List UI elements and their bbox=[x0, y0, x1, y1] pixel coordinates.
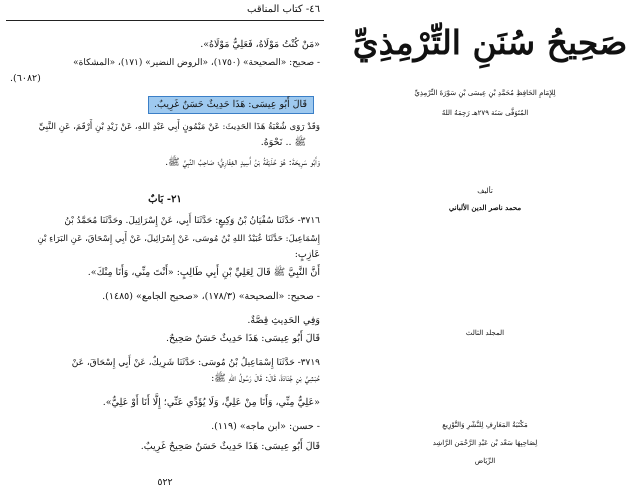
takhrij-line: - صحيح: «الصحيحة» (١٧٨/٣)، «صحيح الجامع» (١٤٨٥). bbox=[102, 291, 320, 302]
isnad-line: ٣٧١٩- حَدَّثَنَا إِسْمَاعِيلُ بْنُ مُوسَى: حَدَّثَنَا شَرِيكٌ، عَنْ أَبِي إِسْحَاقَ، عَنْ bbox=[71, 358, 320, 368]
isnad-line: عَازِبٍ: bbox=[294, 249, 320, 260]
text-line: وَأَبُو سَرِيحَةَ: هُوَ حُذَيْفَةُ بْنُ أَسِيدٍ الغِفَارِيُّ؛ صَاحِبُ النَّبِيِّ ﷺ. bbox=[165, 157, 320, 168]
header-page-ref: ٤٦- كتاب المناقب bbox=[247, 4, 320, 15]
text-line: وَفِي الحَدِيثِ قِصَّةٌ. bbox=[247, 315, 320, 326]
highlighted-hadith-grade[interactable] bbox=[148, 96, 314, 114]
tahqiq-label: تأليف bbox=[477, 187, 493, 195]
death-date-line: المُتَوَفَّى سَنَة ٢٧٩هـ رَحِمَهُ اللهُ bbox=[441, 109, 529, 117]
publisher-owner: لِصَاحِبِهَا سَعْد بْن عَبْدِ الرَّحْمَن الرَّاشِد bbox=[432, 439, 538, 447]
matn-line: «عَلِيٌّ مِنِّي، وَأَنَا مِنْ عَلِيٍّ، وَلَا يُؤَدِّي عَنِّي؛ إِلَّا أَنَا أَوْ عَلِيٌّ». bbox=[102, 397, 320, 408]
text-line: ﷺ .. نَحْوَهُ. bbox=[260, 137, 306, 148]
volume-label: المجلد الثالث bbox=[465, 329, 505, 337]
highlighted-text: قَالَ أَبُو عِيسَى: هَذَا حَدِيثٌ حَسَنٌ غَرِيبٌ. bbox=[153, 99, 307, 110]
title-page bbox=[330, 0, 640, 494]
text-line: «مَنْ كُنْتُ مَوْلَاهُ، فَعَلِيٌّ مَوْلَاهُ». bbox=[200, 39, 320, 50]
text-line: وَقَدْ رَوَى شُعْبَةُ هَذَا الحَدِيثَ: عَنْ مَيْمُونٍ أَبِي عَبْدِ اللهِ، عَنْ زَيْدِ بْنِ أَرْقَمَ، عَنِ النَّبِيِّ bbox=[38, 122, 320, 132]
publisher-name: مَكْتَبَةُ المَعَارِفِ لِلنَّشْرِ وَالتَّوْزِيعِ bbox=[442, 421, 528, 429]
takhrij-line: - صحيح: «الصحيحة» (١٧٥٠)، «الروض النضير» (١٧١)، «المشكاة» bbox=[73, 58, 320, 68]
publisher-city: الرِّيَاض bbox=[474, 457, 496, 465]
text-line: (٦٠٨٢). bbox=[10, 73, 41, 84]
running-header bbox=[6, 2, 324, 21]
isnad-line: حُبْشِيِّ بْنِ جُنَادَةَ، قَالَ: قَالَ رَسُولُ اللهِ ﷺ: bbox=[211, 373, 320, 384]
author-line: لِلإِمَامِ الحَافِظِ مُحَمَّدِ بْنِ عِيسَى بْنِ سَوْرَةَ التِّرْمِذِيِّ bbox=[414, 89, 556, 97]
matn-line: أَنَّ النَّبِيَّ ﷺ قَالَ لِعَلِيِّ بْنِ أَبِي طَالِبٍ: «أَنْتَ مِنِّي، وَأَنَا مِنْكَ». bbox=[87, 267, 320, 278]
isnad-line: إِسْمَاعِيلَ: حَدَّثَنَا عُبَيْدُ اللهِ بْنُ مُوسَى، عَنْ إِسْرَائِيلَ، عَنْ أَبِي إِسْحَاقَ، عَنِ البَرَاءِ بْنِ bbox=[37, 234, 320, 244]
text-line: قَالَ أَبُو عِيسَى: هَذَا حَدِيثٌ حَسَنٌ صَحِيحٌ غَرِيبٌ. bbox=[140, 441, 320, 452]
text-line: قَالَ أَبُو عِيسَى: هَذَا حَدِيثٌ حَسَنٌ صَحِيحٌ. bbox=[165, 333, 320, 344]
editor-name: محمد ناصر الدين الألباني bbox=[448, 203, 522, 212]
page-number: ٥٢٢ bbox=[157, 477, 173, 488]
chapter-heading: ٢١- بَابٌ bbox=[148, 194, 182, 205]
book-title: صَحِيحُ سُنَنِ التِّرْمِذِيِّ bbox=[352, 23, 628, 62]
isnad-line: ٣٧١٦- حَدَّثَنَا سُفْيَانُ بْنُ وَكِيعٍ: حَدَّثَنَا أَبِي، عَنْ إِسْرَائِيلَ. وحَدَّثَنَا مُحَمَّدُ بْنُ bbox=[64, 216, 320, 226]
takhrij-line: - حسن: «ابن ماجه» (١١٩). bbox=[211, 421, 320, 432]
